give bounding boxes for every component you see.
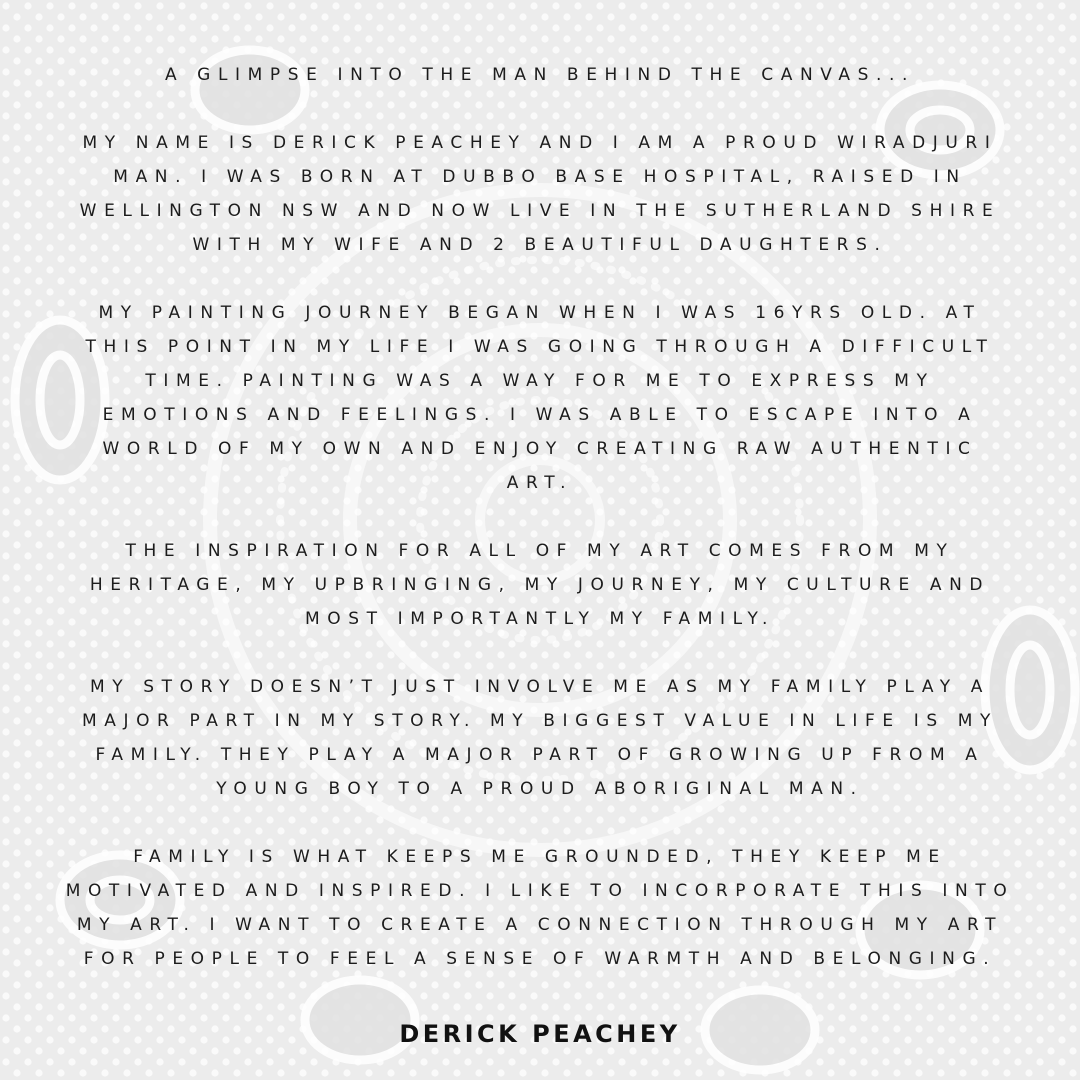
text-line: FOR PEOPLE TO FEEL A SENSE OF WARMTH AND BELONGING. [83, 949, 997, 969]
paragraph-connection [60, 840, 1020, 976]
paragraph-family-story [60, 670, 1020, 806]
text-line: ART. [506, 473, 574, 493]
text-line: MY NAME IS DERICK PEACHEY AND I AM A PROUD WIRADJURI [82, 133, 998, 153]
artist-signature: DERICK PEACHEY [399, 1020, 681, 1048]
heading-line: A GLIMPSE INTO THE MAN BEHIND THE CANVAS... [164, 65, 916, 85]
text-line: FAMILY. THEY PLAY A MAJOR PART OF GROWING UP FROM A [95, 745, 985, 765]
text-line: MY STORY DOESN’T JUST INVOLVE ME AS MY FAMILY PLAY A [90, 677, 990, 697]
text-line: WORLD OF MY OWN AND ENJOY CREATING RAW AUTHENTIC [102, 439, 978, 459]
text-line: WITH MY WIFE AND 2 BEAUTIFUL DAUGHTERS. [192, 235, 888, 255]
text-line: MY ART. I WANT TO CREATE A CONNECTION THROUGH MY ART [76, 915, 1004, 935]
paragraph-painting-journey [60, 296, 1020, 500]
text-line: THIS POINT IN MY LIFE I WAS GOING THROUGH A DIFFICULT [85, 337, 995, 357]
text-line: MOST IMPORTANTLY MY FAMILY. [304, 609, 776, 629]
text-line: MOTIVATED AND INSPIRED. I LIKE TO INCORPORATE THIS INTO [65, 881, 1015, 901]
text-line: WELLINGTON NSW AND NOW LIVE IN THE SUTHERLAND SHIRE [79, 201, 1001, 221]
text-line: MAJOR PART IN MY STORY. MY BIGGEST VALUE IN LIFE IS MY [81, 711, 999, 731]
text-line: MAN. I WAS BORN AT DUBBO BASE HOSPITAL, RAISED IN [113, 167, 967, 187]
intro-heading [60, 58, 1020, 92]
text-line: FAMILY IS WHAT KEEPS ME GROUNDED, THEY KEEP ME [133, 847, 947, 867]
text-line: TIME. PAINTING WAS A WAY FOR ME TO EXPRESS MY [145, 371, 935, 391]
text-line: YOUNG BOY TO A PROUD ABORIGINAL MAN. [216, 779, 864, 799]
text-line: MY PAINTING JOURNEY BEGAN WHEN I WAS 16YRS OLD. AT [98, 303, 982, 323]
text-line: HERITAGE, MY UPBRINGING, MY JOURNEY, MY CULTURE AND [89, 575, 991, 595]
text-line: THE INSPIRATION FOR ALL OF MY ART COMES FROM MY [125, 541, 955, 561]
text-line: EMOTIONS AND FEELINGS. I WAS ABLE TO ESCAPE INTO A [102, 405, 978, 425]
paragraph-inspiration [60, 534, 1020, 636]
paragraph-origin [60, 126, 1020, 262]
